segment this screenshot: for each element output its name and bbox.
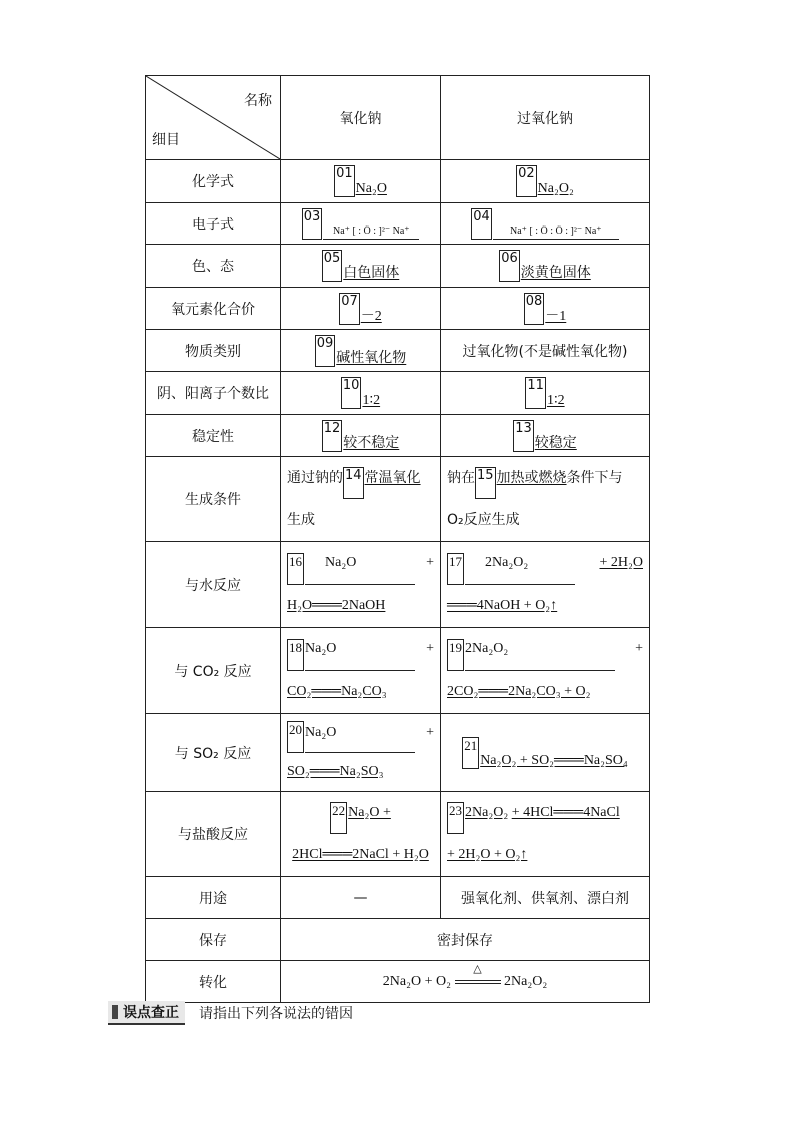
blank-number: 12 [322,420,343,452]
row-label: 氧元素化合价 [146,288,281,330]
cell [441,245,650,288]
cell [281,203,441,245]
footer [108,1001,353,1025]
blank-number: 17 [447,553,464,585]
blank-number: 07 [339,293,360,325]
answer: 2Na₂O₂ [485,555,529,570]
answer: Na⁺ [ : Ö : ]²⁻ Na⁺ [323,225,419,240]
cell [441,203,650,245]
blank-number: 18 [287,639,304,671]
cell [441,628,650,714]
row-formation [146,457,650,542]
name-label: 名称 [244,93,272,109]
row-storage [146,919,650,961]
answer: 1∶2 [362,393,381,408]
answer: 常温氧化 [364,470,421,486]
row-label: 与 CO₂ 反应 [146,628,281,714]
answer: 碱性氧化物 [336,349,407,366]
row-color [146,245,650,288]
answer: 淡黄色固体 [520,265,591,281]
row-label: 化学式 [146,160,281,203]
plus: + [426,641,434,656]
row-formula [146,160,650,203]
comparison-table [145,75,650,1003]
header-row [146,76,650,160]
row-ratio [146,372,650,415]
tag-label: 误点查正 [123,1005,179,1021]
blank-number: 08 [524,293,545,325]
cell [441,415,650,457]
cell [441,714,650,792]
cell [441,372,650,415]
row-use [146,877,650,919]
row-label: 与水反应 [146,542,281,628]
cell [441,457,650,542]
cell [281,415,441,457]
row-label: 保存 [146,919,281,961]
answer-line [305,714,415,753]
row-stability [146,415,650,457]
answer-line [305,628,415,671]
blank-number: 10 [341,377,362,409]
answer: H₂O═══2NaOH [287,598,386,613]
row-label: 色、态 [146,245,281,288]
answer: 1∶2 [546,393,565,408]
col-header-na2o: 氧化钠 [281,76,441,160]
answer-line [465,542,575,585]
answer: 2Na₂O₂ [465,641,509,656]
answer: Na₂O₂ [537,181,574,196]
reaction-arrow [455,963,501,988]
detail-label: 细目 [152,132,180,148]
cell [441,792,650,877]
answer: SO₂═══Na₂SO₃ [287,764,384,779]
cell [441,542,650,628]
answer: 2CO₂═══2Na₂CO₃ + O₂ [447,684,591,699]
cell: 强氧化剂、供氧剂、漂白剂 [441,877,650,919]
blank-number: 01 [334,165,355,197]
row-label: 转化 [146,961,281,1003]
answer: 较稳定 [534,434,577,451]
row-electron [146,203,650,245]
heat-condition: △ [473,963,482,976]
row-label: 电子式 [146,203,281,245]
blank-number: 15 [475,467,496,499]
answer: 加热或燃烧 [496,470,567,486]
answer: 白色固体 [343,265,400,281]
cell: 过氧化物(不是碱性氧化物) [441,330,650,372]
row-water [146,542,650,628]
row-label: 用途 [146,877,281,919]
cell [281,714,441,792]
plus: + [426,555,434,570]
cell [281,372,441,415]
answer: 较不稳定 [343,434,400,451]
answer: + 4HCl═══4NaCl [511,805,620,820]
cell [281,245,441,288]
row-label: 阴、阳离子个数比 [146,372,281,415]
row-label: 稳定性 [146,415,281,457]
cell [281,288,441,330]
cell: 密封保存 [281,919,650,961]
cell [281,792,441,877]
blank-number: 11 [525,377,546,409]
product: 2Na₂O₂ [504,973,548,989]
blank-number: 03 [302,208,323,240]
row-co2 [146,628,650,714]
answer: Na₂O + [348,805,391,820]
cell [441,288,650,330]
answer: CO₂═══Na₂CO₃ [287,684,387,699]
blank-number: 04 [471,208,492,240]
row-hcl [146,792,650,877]
row-convert [146,961,650,1003]
answer: Na₂O [305,641,337,656]
answer: 2HCl═══2NaCl + H₂O [292,847,429,862]
row-so2 [146,714,650,792]
answer: + 2H₂O + O₂↑ [447,847,528,862]
header-corner [146,76,281,160]
reactant: 2Na₂O + O₂ [382,973,451,989]
answer: Na₂O [305,725,337,740]
tag-bar-icon [112,1005,118,1019]
answer: Na⁺ [ : Ö : Ö : ]²⁻ Na⁺ [493,225,619,240]
blank-number: 21 [462,737,479,769]
answer: ═══4NaOH + O₂↑ [447,598,558,613]
text: 生成 [287,512,315,528]
cell [441,160,650,203]
answer-line [305,542,415,585]
col-header-na2o2: 过氧化钠 [441,76,650,160]
blank-number: 06 [499,250,520,282]
blank-number: 20 [287,721,304,753]
cell [281,628,441,714]
plus: + [426,725,434,740]
blank-number: 05 [322,250,343,282]
answer: + 2H₂O [599,555,643,570]
text: O₂反应生成 [447,512,520,528]
plus: + [635,641,643,656]
instruction-text: 请指出下列各说法的错因 [199,1006,353,1022]
row-category [146,330,650,372]
answer: Na₂O₂ + SO₂═══Na₂SO₄ [480,752,628,768]
row-label: 与 SO₂ 反应 [146,714,281,792]
text: 钠在 [447,470,475,486]
section-tag [108,1001,185,1025]
row-label: 物质类别 [146,330,281,372]
blank-number: 13 [513,420,534,452]
answer-line [465,628,615,671]
blank-number: 14 [343,467,364,499]
cell [281,961,650,1003]
answer: Na₂O [355,181,387,196]
answer: Na₂O [325,555,357,570]
blank-number: 02 [516,165,537,197]
blank-number: 09 [315,335,336,367]
row-label: 与盐酸反应 [146,792,281,877]
cell [281,542,441,628]
answer: 2Na₂O₂ [465,805,509,820]
answer: －1 [545,308,567,324]
cell [281,457,441,542]
cell: — [281,877,441,919]
text: 通过钠的 [287,470,343,486]
blank-number: 23 [447,802,464,834]
text: 条件下与 [566,470,623,486]
answer: －2 [360,308,382,324]
cell [281,160,441,203]
blank-number: 22 [330,802,347,834]
blank-number: 19 [447,639,464,671]
row-valence [146,288,650,330]
blank-number: 16 [287,553,304,585]
cell [281,330,441,372]
row-label: 生成条件 [146,457,281,542]
